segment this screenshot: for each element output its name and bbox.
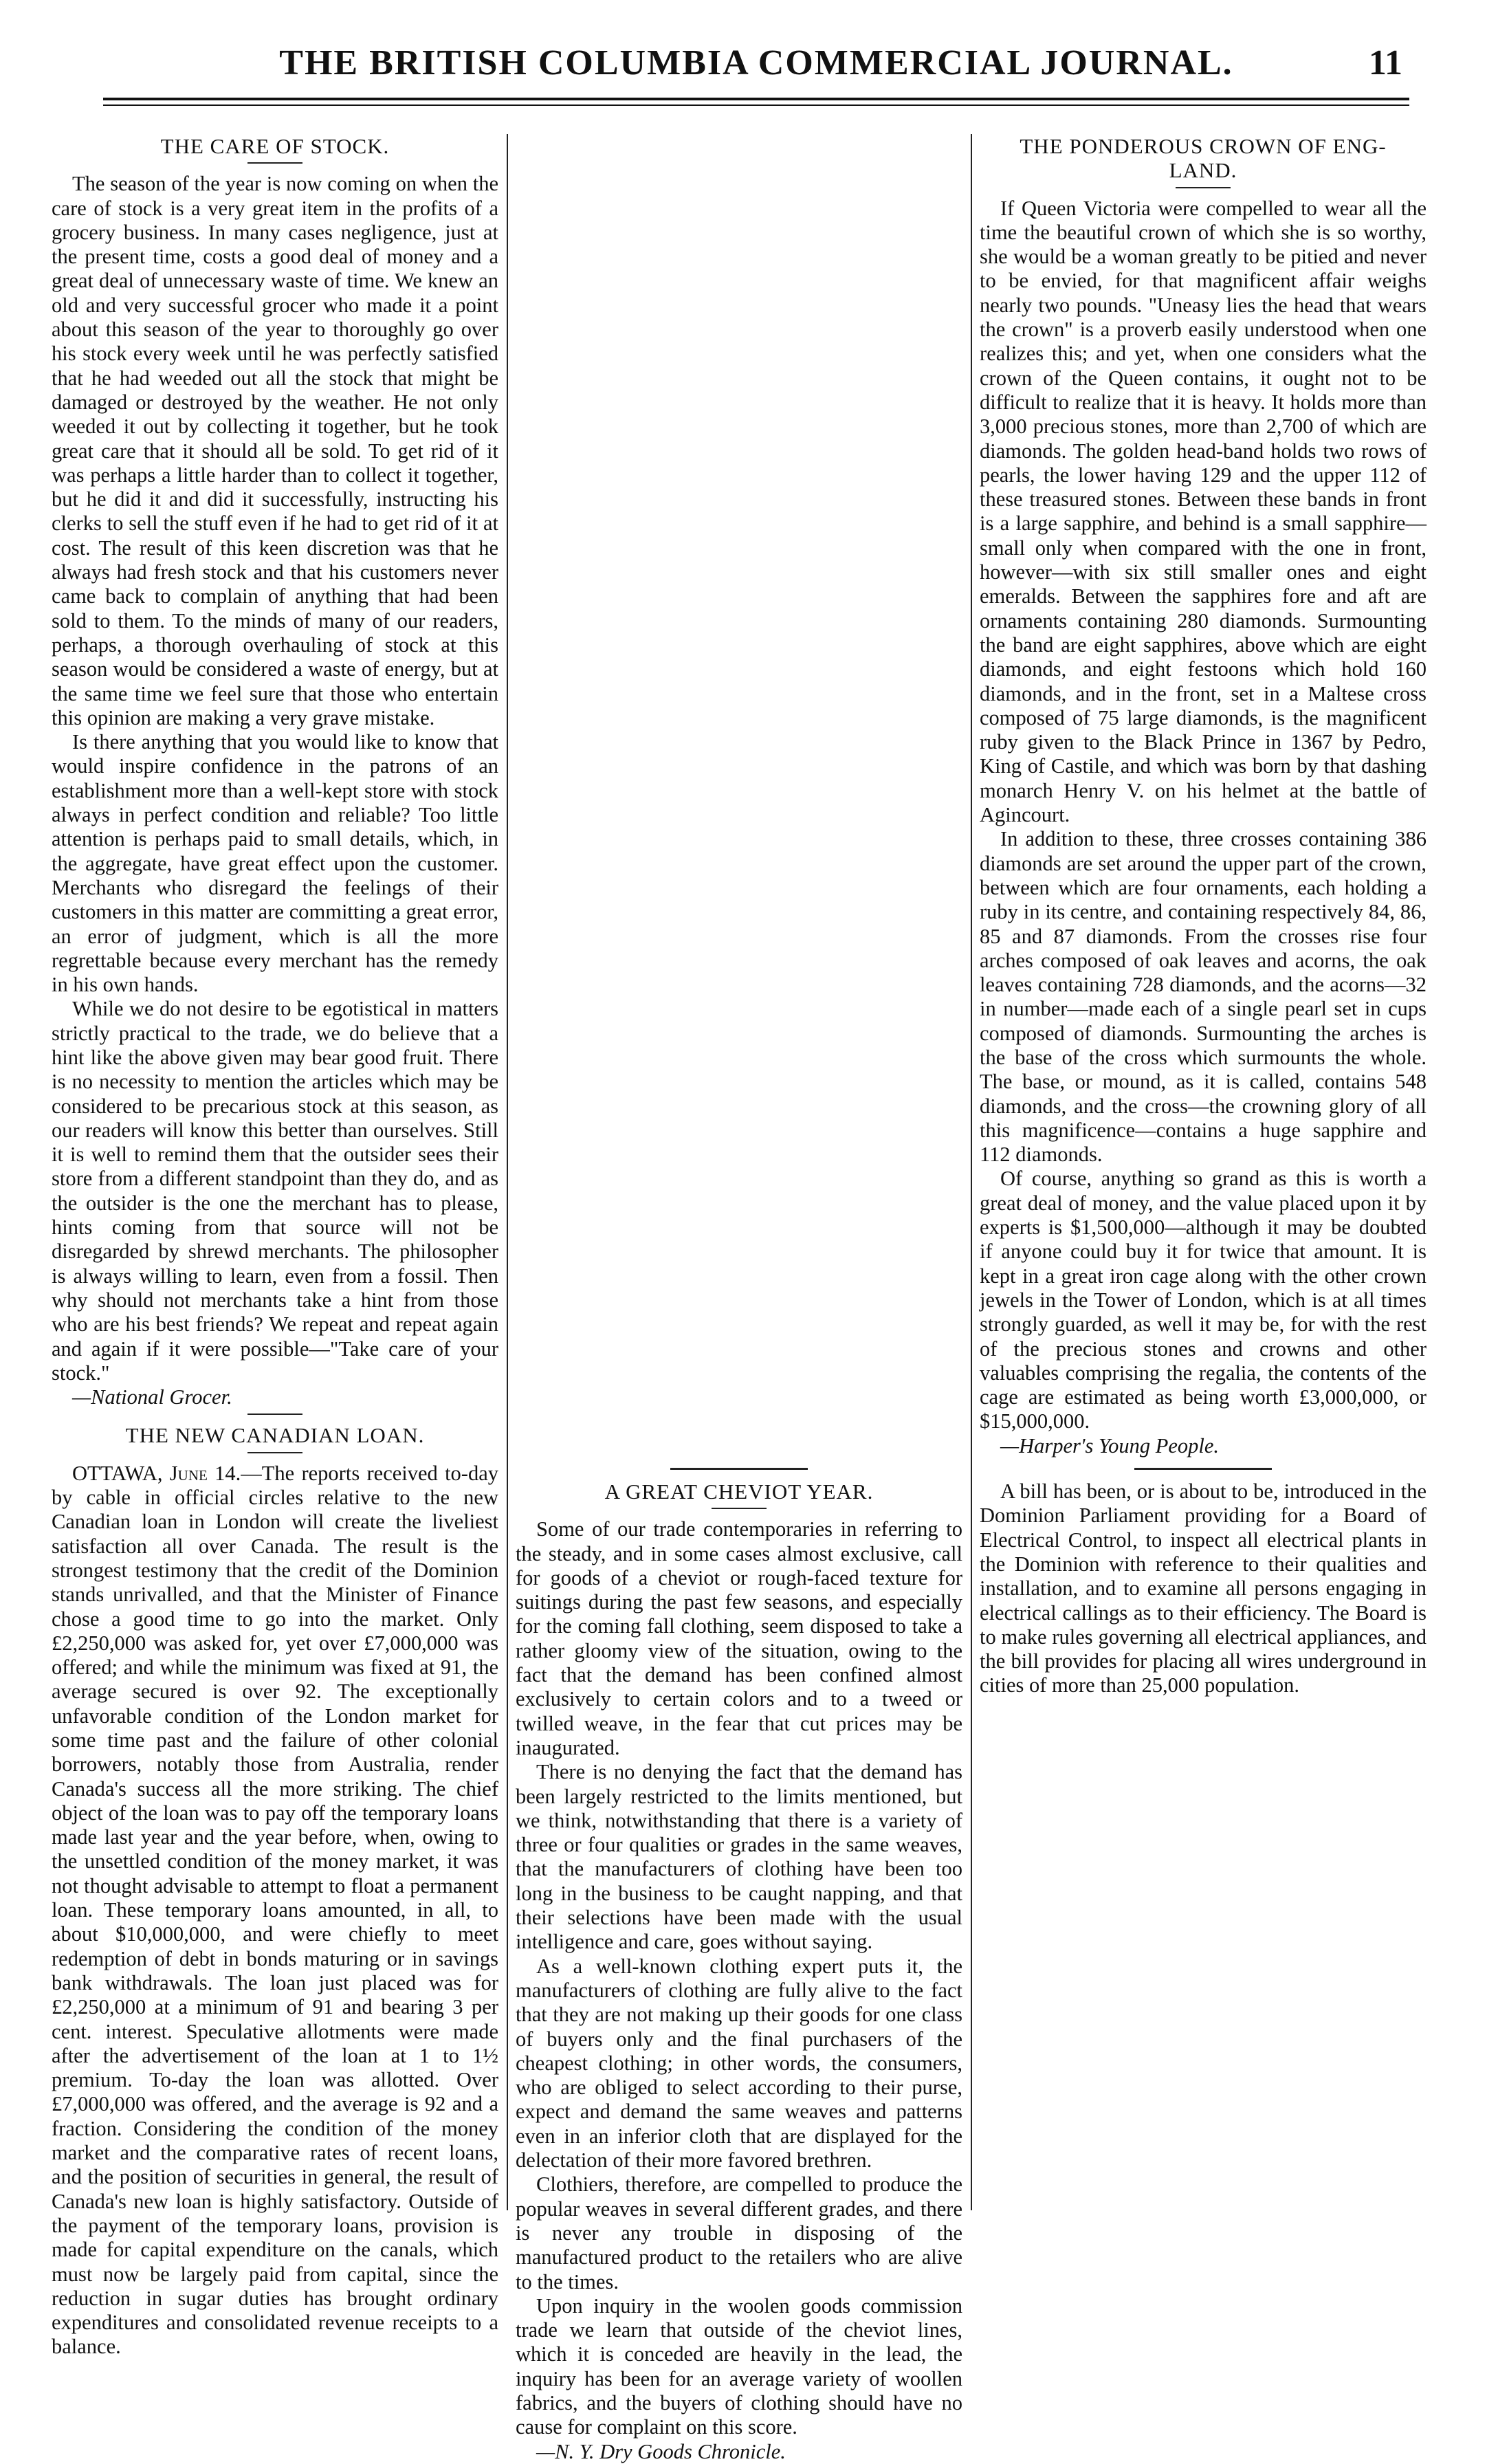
article-source: —National Grocer. (72, 1385, 232, 1409)
article-divider (247, 1414, 302, 1415)
paragraph: There is no denying the fact that the demand has been largely restricted to the limits mentioned, but we think, notwithstanding that there is a variety of three or four qualities or grades in the same weaves, that the manufacturers of clothing have been too long in the business to be caught napping, and that their selections have been made with the usual intelligence and care, goes without saying. (516, 1760, 962, 1954)
paragraph: Some of our trade contemporaries in referring to the steady, and in some cases almost exclusive, call for goods of a cheviot or rough-faced texture for suitings during the past few seasons, and especially for the coming fall clothing, seem disposed to take a rather gloomy view of the situation, owing to the fact that the demand has been confined almost exclusively to certain colors and to a tweed or twilled weave, in the fear that cut prices may be inaugurated. (516, 1517, 962, 1759)
column-divider (507, 134, 508, 2210)
column-3 (980, 134, 1427, 2210)
title-rule (1176, 187, 1231, 188)
column-2 (516, 134, 962, 2463)
paragraph: If Queen Victoria were compelled to wear all the time the beautiful crown of which she is so worthy, she would be a woman greatly to be pitied and never to be envied, for that magnificent affair weighs nearly two pounds. "Uneasy lies the head that wears the crown" is a proverb easily understood when one realizes this; and yet, when one considers what the crown of the Queen contains, it ought not to be difficult to realize that it is heavy. It holds more than 3,000 precious stones, more than 2,700 of which are diamonds. The golden head-band holds two rows of pearls, the lower having 129 and the upper 112 of these treasured stones. Between these bands in front is a large sapphire, and behind is a small sapphire—small only when compared with the one in front, however—with six still smaller ones and eight emeralds. Between the sapphires fore and aft are ornaments containing 280 diamonds. Surmounting the band are eight sapphires, above which are eight diamonds, and eight festoons which hold 160 diamonds, and in the front, set in a Maltese cross composed of 75 large diamonds, is the magnificent ruby given to the Black Prince in 1367 by Pedro, King of Castile, and which was born by that dashing monarch Henry V. on his helmet at the battle of Agincourt. (980, 196, 1427, 827)
paragraph-text: —The reports received to-day by cable in official circles relative to the new Canadian loan in London will create the liveliest satisfaction all over Canada. The result is the strongest testimony that the credit of the Dominion stands unrivalled, and that the Minister of Finance chose a good time to go into the market. Only £2,250,000 was asked for, yet over £7,000,000 was offered; and while the minimum was fixed at 91, the average secured is over 92. The exceptionally unfavorable condition of the London market for some time past and the failure of other colonial borrowers, notably those from Australia, render Canada's success all the more striking. The chief object of the loan was to pay off the temporary loans made last year and the year before, when, owing to the unsettled condition of the money market, it was not thought advisable to attempt to float a permanent loan. These temporary loans amounted, in all, to about $10,000,000, and were chiefly to meet redemption of debt in bonds maturing or in savings bank withdrawals. The loan just placed was for £2,250,000 at a minimum of 91 and bearing 3 per cent. interest. Speculative allotments were made after the advertisement of the loan at 1 to 1½ premium. To-day the loan was allotted. Over £7,000,000 was offered, and the average is 92 and a fraction. Considering the condition of the money market and the comparative rates of recent loans, and the position of securities in general, the result of Canada's new loan is highly satisfactory. Outside of the payment of the temporary loans, provision is made for capital expenditure on the canals, which must now be largely paid from capital, since the reduction in sugar duties has brought ordinary expenditures and consolidated revenue receipts to a balance. (52, 1461, 499, 2359)
article-title-ponderous-crown (980, 134, 1427, 183)
title-line: THE PONDEROUS CROWN OF ENG- (1020, 134, 1387, 158)
paragraph: Upon inquiry in the woolen goods commission trade we learn that outside of the cheviot lines, which it is conceded are heavily in the lead, the inquiry has been for an average variety of woollen fabrics, and the buyers of clothing should have no cause for complaint on this score. (516, 2294, 962, 2439)
title-line: LAND. (1169, 158, 1237, 183)
title-rule (712, 1508, 767, 1509)
paragraph: While we do not desire to be egotistical in matters strictly practical to the trade, we do believe that a hint like the above given may bear good fruit. There is no necessity to mention the articles which may be considered to be precarious stock at this season, as our readers will know this better than ourselves. Still it is well to remind them that the outsider sees their store from a different standpoint than they do, and as the outsider is the one the merchant has to please, hints coming from that source will not be disregarded by shrewd merchants. The philosopher is always willing to learn, even from a fossil. Then why should not merchants take a hint from those who are his best friends? We repeat and repeat again and again if it were possible—"Take care of your stock." (52, 997, 498, 1385)
page-number: 11 (1368, 43, 1402, 82)
journal-title: THE BRITISH COLUMBIA COMMERCIAL JOURNAL. (279, 43, 1233, 82)
column-divider (971, 134, 972, 2210)
dateline: OTTAWA, June 14. (72, 1461, 241, 1485)
article-divider (670, 1468, 808, 1470)
article-source: —N. Y. Dry Goods Chronicle. (536, 2439, 786, 2463)
paragraph: The season of the year is now coming on when the care of stock is a very great item in the profits of a grocery business. In many cases negligence, just at the present time, costs a good deal of money and a great deal of unnecessary waste of time. We knew an old and very successful grocer who made it a point about this season of the year to thoroughly go over his stock every week until he was perfectly satisfied that he had weeded out all the stock that might be damaged or destroyed by the weather. He not only weeded it out by collecting it together, but he took great care that it should all be sold. To get rid of it was perhaps a little harder than to collect it together, but he did it and did it successfully, instructing his clerks to sell the stuff even if he had to get rid of it at cost. The result of this keen discretion was that he always had fresh stock and that his customers never came back to complain of anything that had been sold to them. To the minds of many of our readers, perhaps, a thorough overhauling of stock at this season would be considered a waste of energy, but at the same time we feel sure that those who entertain this opinion are making a very grave mistake. (52, 172, 498, 729)
title-rule (247, 1452, 302, 1453)
article-source: —Harper's Young People. (1000, 1433, 1220, 1458)
masthead-rule (103, 98, 1409, 100)
masthead (103, 43, 1409, 103)
paragraph: Is there anything that you would like to know that would inspire confidence in the patrons of an establishment more than a well-kept store with stock always in perfect condition and reliable? Too little attention is perhaps paid to small details, which, in the aggregate, have great effect upon the customer. Merchants who disregard the feelings of their customers in this matter are committing a great error, an error of judgment, which is all the more regrettable because every merchant has the remedy in his own hands. (52, 730, 498, 997)
masthead-rule-thin (103, 104, 1409, 106)
paragraph: In addition to these, three crosses containing 386 diamonds are set around the upper part of the crown, between which are four ornaments, each holding a ruby in its centre, and containing respectively 84, 86, 85 and 87 diamonds. From the crosses rise four arches composed of oak leaves and acorns, the oak leaves containing 728 diamonds, and the acorns—32 in number—made each of a single pearl set in cups composed of diamonds. Surmounting the arches is the base of the cross which surmounts the whole. The base, or mound, as it is called, contains 548 diamonds, and the cross—the crowning glory of all this magnificence—contains a huge sapphire and 112 diamonds. (980, 827, 1427, 1167)
title-rule (247, 162, 302, 164)
article-divider (1134, 1468, 1272, 1470)
paragraph: Clothiers, therefore, are compelled to produce the popular weaves in several different grades, and there is never any trouble in disposing of the manufactured product to the retailers who are alive to the times. (516, 2172, 962, 2294)
paragraph: Of course, anything so grand as this is worth a great deal of money, and the value placed upon it by experts is $1,500,000—although it may be doubted if anyone could buy it for twice that amount. It is kept in a great iron cage along with the other crown jewels in the Tower of London, which is at all times strongly guarded, as well it may be, for with the rest of the precious stones and crowns and other valuables comprising the regalia, the contents of the cage are estimated as being worth £3,000,000, or $15,000,000. (980, 1167, 1427, 1433)
paragraph: A bill has been, or is about to be, introduced in the Dominion Parliament providing for a Board of Electrical Control, to inspect all electrical plants in the Dominion with reference to their qualities and installation, and to examine all persons engaging in electrical callings as to their efficiency. The Board is to make rules governing all electrical appliances, and the bill provides for placing all wires underground in cities of more than 25,000 population. (980, 1480, 1427, 1697)
article-title-canadian-loan: THE NEW CANADIAN LOAN. (125, 1423, 425, 1448)
paragraph (52, 1462, 498, 2360)
article-title-cheviot-year: A GREAT CHEVIOT YEAR. (604, 1480, 874, 1504)
article-title-care-of-stock: THE CARE OF STOCK. (160, 134, 390, 158)
paragraph: As a well-known clothing expert puts it, the manufacturers of clothing are fully alive to the fact that they are not making up their goods for one class of buyers only and the final purchasers of the cheapest clothing; in other words, the consumers, who are obliged to select according to their purse, expect and demand the same weaves and patterns even in an inferior cloth that are displayed for the delectation of their more favored brethren. (516, 1954, 962, 2172)
column-1 (52, 134, 499, 2359)
